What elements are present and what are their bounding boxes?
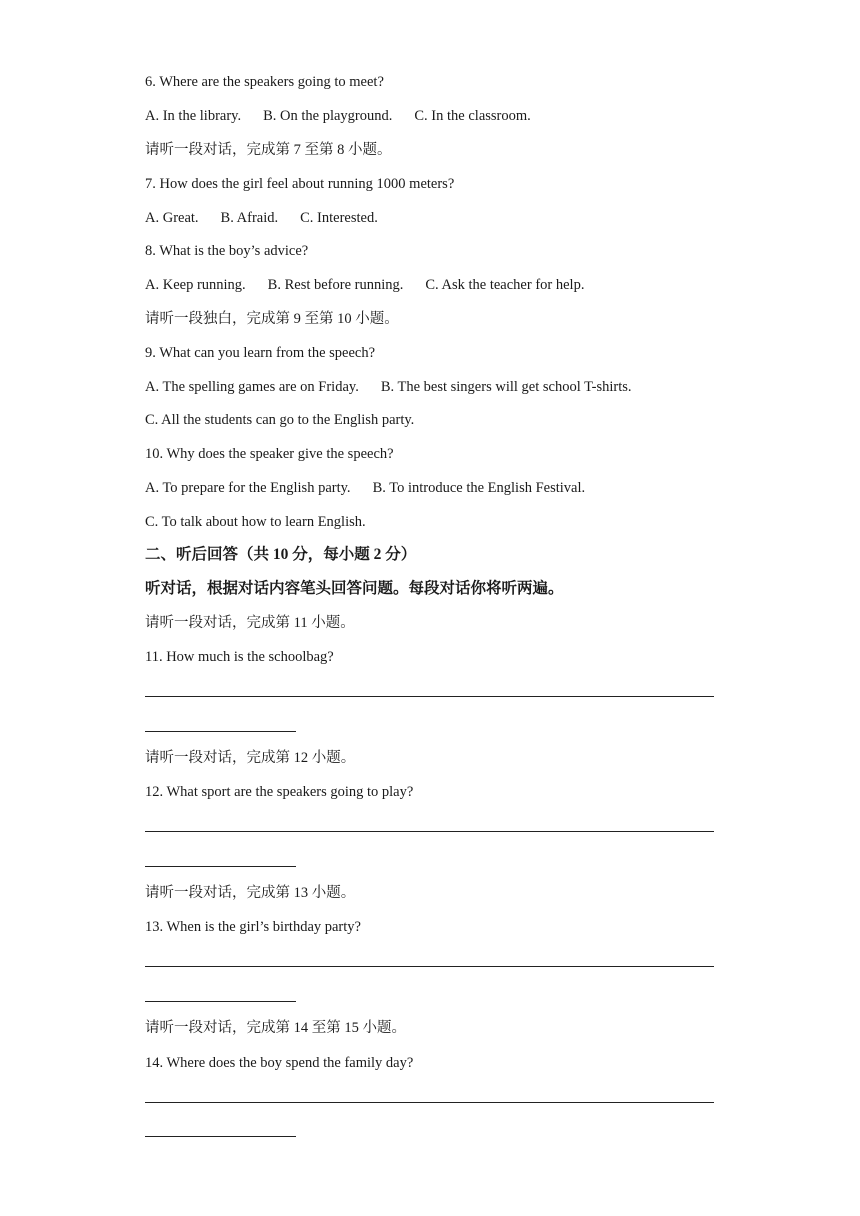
option-b: B. To introduce the English Festival. — [372, 480, 586, 496]
question-10: 10. Why does the speaker give the speech? — [145, 446, 394, 462]
question-13: 13. When is the girl’s birthday party? — [145, 919, 361, 935]
option-b: B. On the playground. — [263, 108, 393, 124]
option-a: A. Keep running. — [145, 277, 246, 293]
question-12: 12. What sport are the speakers going to play? — [145, 784, 414, 800]
question-6: 6. Where are the speakers going to meet? — [145, 74, 384, 90]
answer-line-11-cont[interactable] — [145, 731, 296, 732]
question-7-options — [145, 208, 378, 228]
answer-line-11[interactable] — [145, 696, 714, 697]
option-a: A. Great. — [145, 210, 199, 226]
option-c: C. Interested. — [300, 210, 378, 226]
answer-line-12-cont[interactable] — [145, 866, 296, 867]
answer-line-13[interactable] — [145, 966, 714, 967]
option-a: A. In the library. — [145, 108, 242, 124]
answer-line-13-cont[interactable] — [145, 1001, 296, 1002]
section-heading: 二、听后回答（共 10 分，每小题 2 分） — [145, 546, 417, 563]
question-6-options — [145, 106, 531, 126]
option-b: B. Afraid. — [220, 210, 279, 226]
question-8: 8. What is the boy’s advice? — [145, 243, 309, 259]
question-11: 11. How much is the schoolbag? — [145, 649, 334, 665]
option-c: C. In the classroom. — [414, 108, 531, 124]
instruction-12: 请听一段对话，完成第 12 小题。 — [145, 750, 356, 766]
question-9-options-ab — [145, 377, 631, 397]
option-b: B. Rest before running. — [267, 277, 404, 293]
question-14: 14. Where does the boy spend the family day? — [145, 1055, 414, 1071]
instruction-9-10: 请听一段独白，完成第 9 至第 10 小题。 — [145, 311, 399, 327]
question-8-options — [145, 275, 584, 295]
section-directions: 听对话，根据对话内容笔头回答问题。每段对话你将听两遍。 — [145, 580, 564, 597]
option-c: C. Ask the teacher for help. — [425, 277, 585, 293]
option-c: C. To talk about how to learn English. — [145, 514, 366, 530]
instruction-7-8: 请听一段对话，完成第 7 至第 8 小题。 — [145, 142, 392, 158]
answer-line-14[interactable] — [145, 1102, 714, 1103]
instruction-11: 请听一段对话，完成第 11 小题。 — [145, 615, 355, 631]
question-7: 7. How does the girl feel about running 1000 meters? — [145, 176, 455, 192]
question-9: 9. What can you learn from the speech? — [145, 345, 376, 361]
option-c: C. All the students can go to the English party. — [145, 412, 415, 428]
answer-line-12[interactable] — [145, 831, 714, 832]
instruction-14-15: 请听一段对话，完成第 14 至第 15 小题。 — [145, 1020, 406, 1036]
option-a: A. The spelling games are on Friday. — [145, 379, 359, 395]
instruction-13: 请听一段对话，完成第 13 小题。 — [145, 885, 356, 901]
option-a: A. To prepare for the English party. — [145, 480, 351, 496]
question-10-options-ab — [145, 478, 585, 498]
option-b: B. The best singers will get school T-shirts. — [380, 379, 632, 395]
answer-line-14-cont[interactable] — [145, 1136, 296, 1137]
